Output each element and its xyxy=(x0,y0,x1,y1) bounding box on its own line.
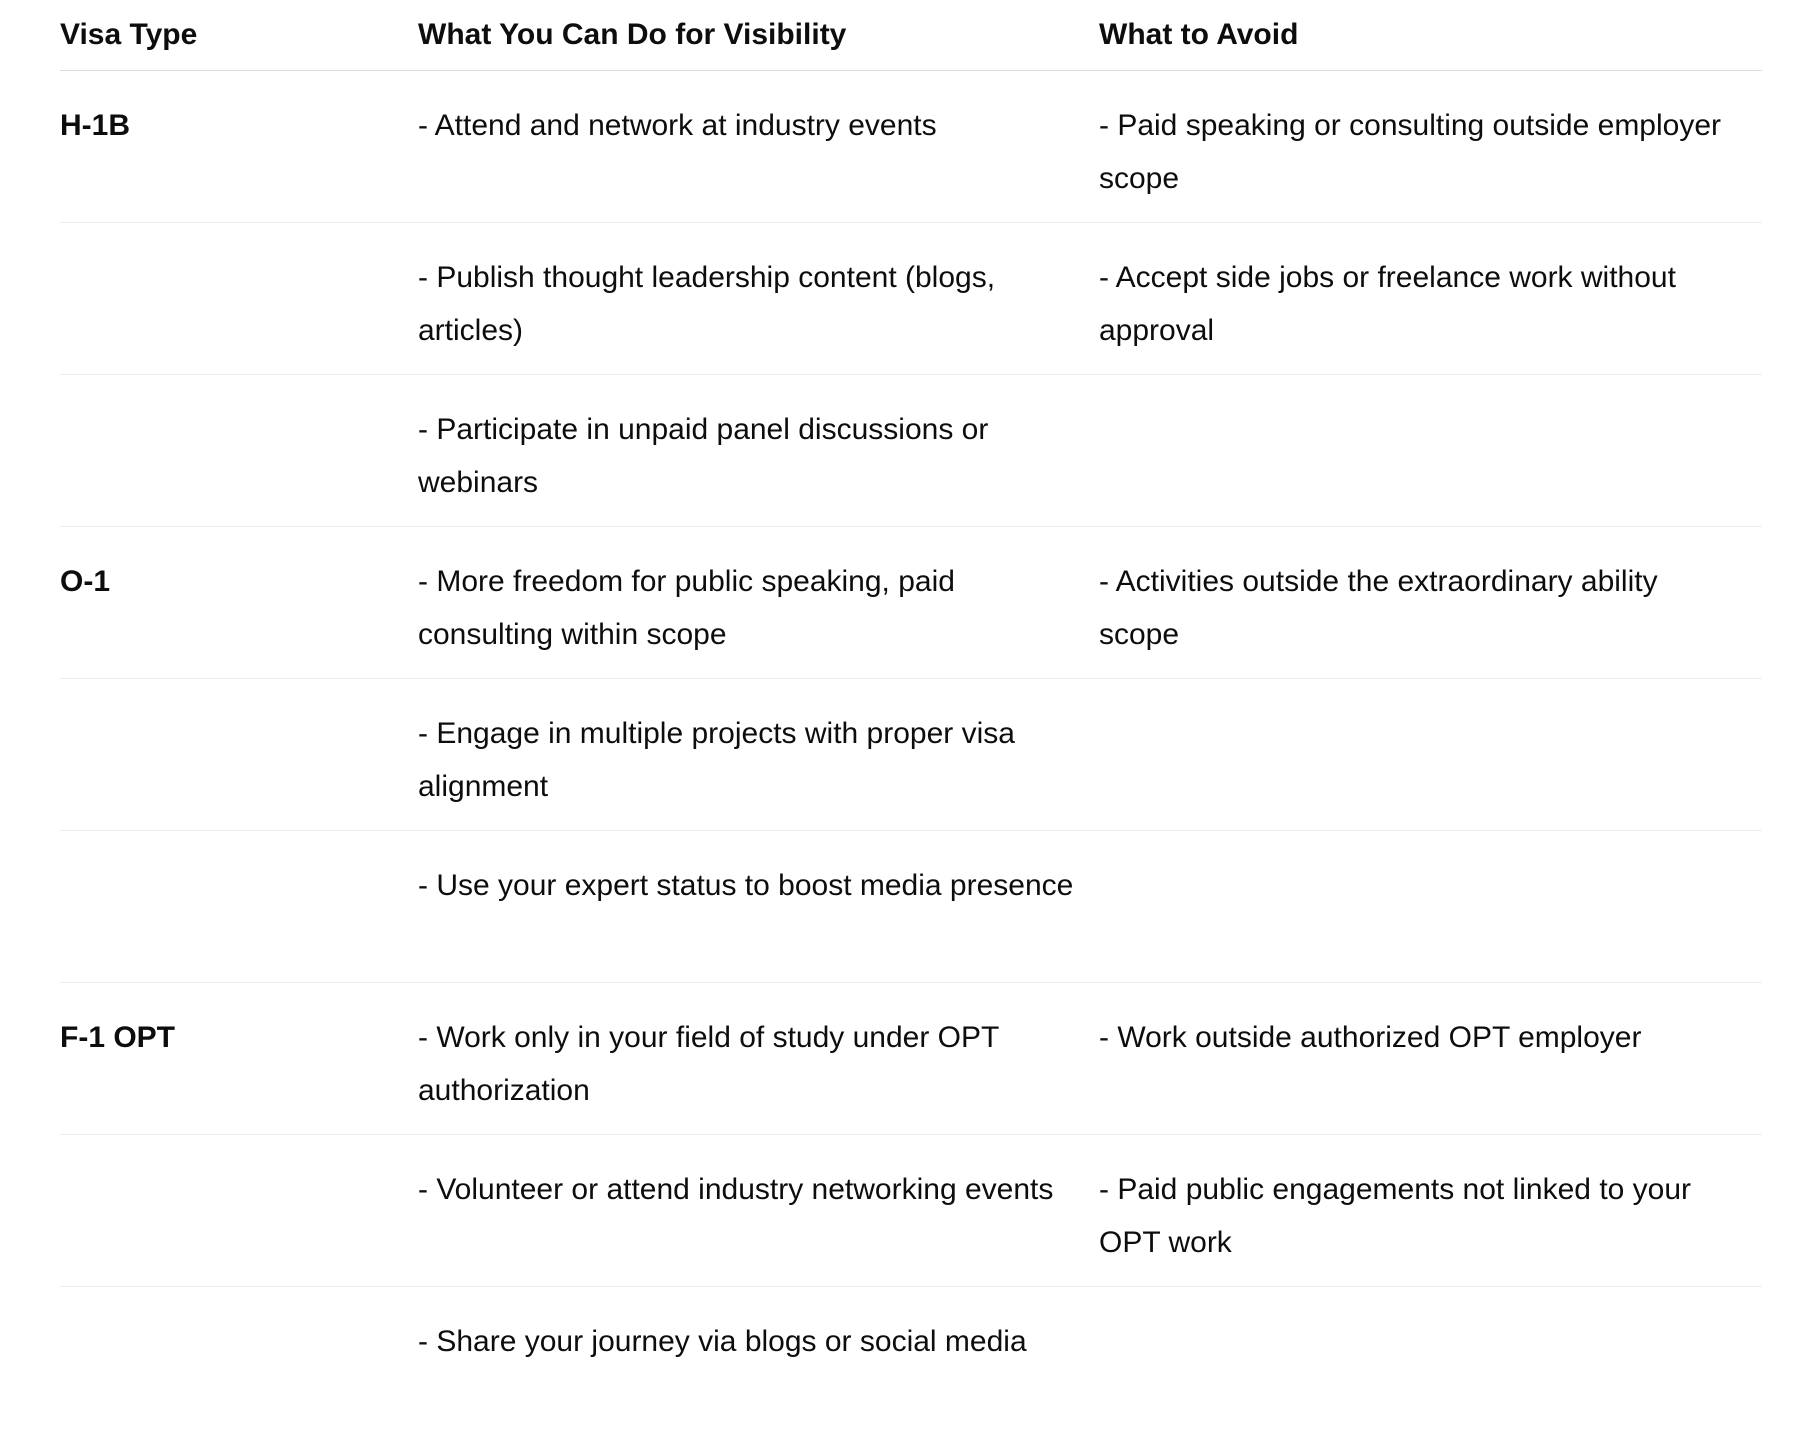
header-can-do: What You Can Do for Visibility xyxy=(418,0,1099,70)
visa-type-cell xyxy=(60,1286,418,1438)
table-row xyxy=(60,374,1762,526)
visa-type-cell: O-1 xyxy=(60,526,418,678)
can-do-cell: - Share your journey via blogs or social media xyxy=(418,1324,1027,1358)
header-visa-type: Visa Type xyxy=(60,0,418,70)
avoid-cell: - Paid speaking or consulting outside employer scope xyxy=(1099,70,1762,222)
avoid-cell xyxy=(1099,1286,1762,1438)
visa-type-cell: F-1 OPT xyxy=(60,982,418,1134)
avoid-cell: - Work outside authorized OPT employer xyxy=(1099,982,1762,1134)
table-row xyxy=(60,222,1762,374)
visa-type-cell: H-1B xyxy=(60,70,418,222)
can-do-cell: - Volunteer or attend industry networking events xyxy=(418,1134,1099,1286)
avoid-cell: - Paid public engagements not linked to your OPT work xyxy=(1099,1134,1762,1286)
visa-visibility-table xyxy=(60,0,1762,1438)
table-row xyxy=(60,1134,1762,1286)
visa-type-cell xyxy=(60,830,418,982)
table-header-row xyxy=(60,0,1762,70)
can-do-cell: - Use your expert status to boost media presence xyxy=(418,830,1099,982)
can-do-cell: - Work only in your field of study under OPT authorization xyxy=(418,982,1099,1134)
avoid-cell: - Activities outside the extraordinary ability scope xyxy=(1099,526,1762,678)
can-do-cell: - Participate in unpaid panel discussions or webinars xyxy=(418,374,1099,526)
visa-visibility-table-container xyxy=(60,0,1762,1438)
avoid-cell xyxy=(1099,830,1762,982)
avoid-cell: - Accept side jobs or freelance work without approval xyxy=(1099,222,1762,374)
avoid-cell xyxy=(1099,678,1762,830)
visa-type-cell xyxy=(60,678,418,830)
visa-type-cell xyxy=(60,374,418,526)
header-avoid: What to Avoid xyxy=(1099,0,1762,70)
table-row xyxy=(60,1286,1762,1438)
can-do-cell: - Publish thought leadership content (blogs, articles) xyxy=(418,222,1099,374)
table-row xyxy=(60,982,1762,1134)
visa-type-cell xyxy=(60,222,418,374)
can-do-cell: - Engage in multiple projects with proper visa alignment xyxy=(418,678,1099,830)
table-row xyxy=(60,70,1762,222)
can-do-cell: - More freedom for public speaking, paid consulting within scope xyxy=(418,526,1099,678)
avoid-cell xyxy=(1099,374,1762,526)
can-do-cell: - Attend and network at industry events xyxy=(418,70,1099,222)
visa-type-cell xyxy=(60,1134,418,1286)
table-row xyxy=(60,526,1762,678)
table-row xyxy=(60,830,1762,982)
table-row xyxy=(60,678,1762,830)
